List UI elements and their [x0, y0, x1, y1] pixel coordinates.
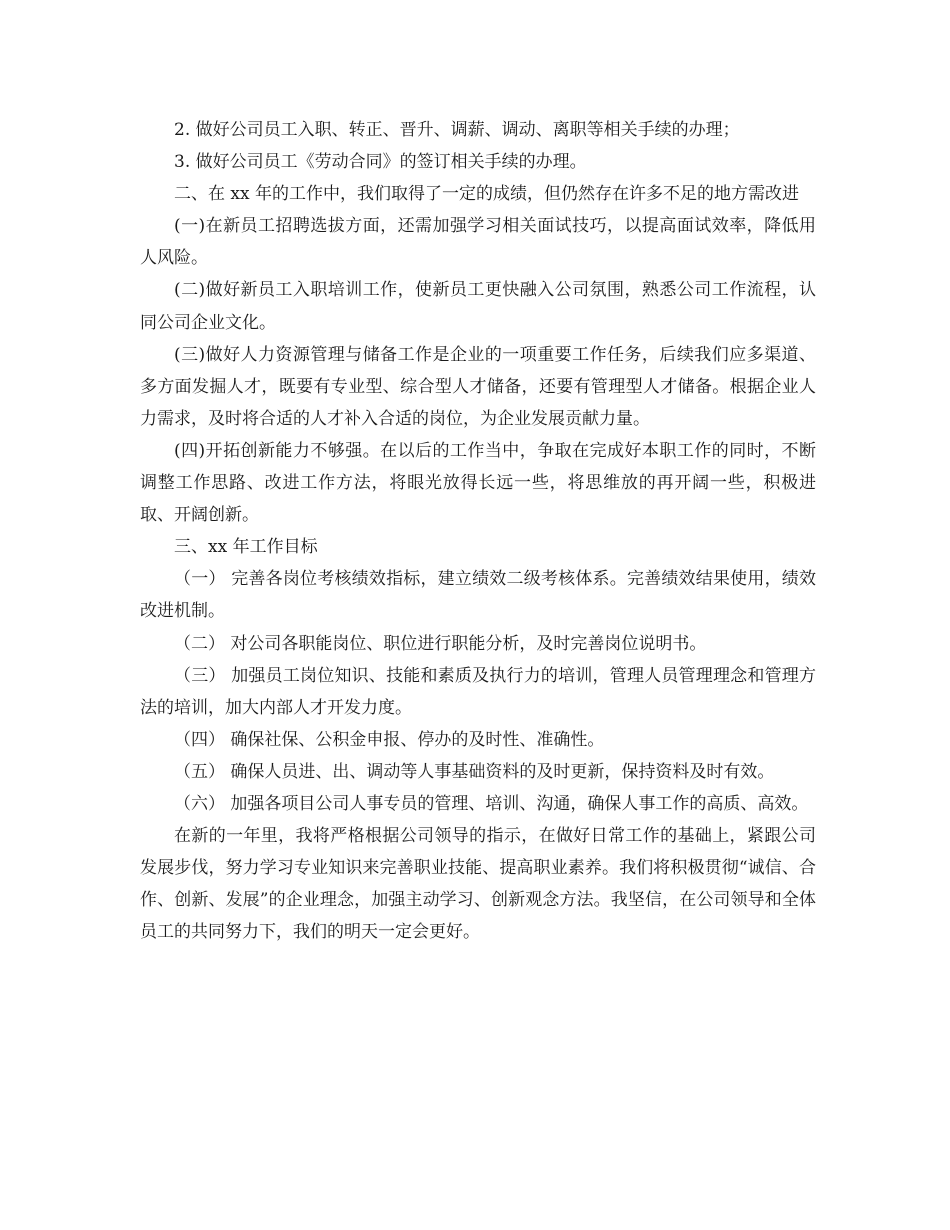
- paragraph-goal-6: （六） 加强各项目公司人事专员的管理、培训、沟通，确保人事工作的高质、高效。: [174, 793, 809, 814]
- paragraph-improvement-2: (二)做好新员工入职培训工作，使新员工更快融入公司氛围，熟悉公司工作流程，认同公司企业文化。: [140, 280, 816, 333]
- paragraph-item-3: 3. 做好公司员工《劳动合同》的签订相关手续的办理。: [174, 152, 587, 173]
- paragraph-goal-5: （五） 确保人员进、出、调动等人事基础资料的及时更新，保持资料及时有效。: [174, 761, 775, 782]
- paragraph-closing: 在新的一年里，我将严格根据公司领导的指示，在做好日常工作的基础上，紧跟公司发展步伐，努力学习专业知识来完善职业技能、提高职业素养。我们将积极贯彻“诚信、合作、创新、发展”的企业理念，加强主动学习、创新观念方法。我坚信，在公司领导和全体员工的共同努力下，我们的明天一定会更好。: [140, 826, 816, 943]
- paragraph-goal-3: （三） 加强员工岗位知识、技能和素质及执行力的培训，管理人员管理理念和管理方法的培训，加大内部人才开发力度。: [140, 665, 816, 718]
- section-heading-goals: 三、xx 年工作目标: [174, 537, 318, 558]
- paragraph-goal-1: （一） 完善各岗位考核绩效指标，建立绩效二级考核体系。完善绩效结果使用，绩效改进机制。: [140, 569, 816, 622]
- paragraph-improvement-4: (四)开拓创新能力不够强。在以后的工作当中，争取在完成好本职工作的同时，不断调整工作思路、改进工作方法，将眼光放得长远一些，将思维放的再开阔一些，积极进取、开阔创新。: [140, 440, 816, 526]
- paragraph-item-2: 2. 做好公司员工入职、转正、晋升、调薪、调动、离职等相关手续的办理；: [174, 120, 740, 140]
- paragraph-improvement-1: (一)在新员工招聘选拔方面，还需加强学习相关面试技巧，以提高面试效率，降低用人风险。: [140, 216, 816, 269]
- section-heading-improvements: 二、在 xx 年的工作中，我们取得了一定的成绩，但仍然存在许多不足的地方需改进: [174, 184, 799, 205]
- document-body: [140, 114, 816, 948]
- paragraph-improvement-3: (三)做好人力资源管理与储备工作是企业的一项重要工作任务，后续我们应多渠道、多方面发掘人才，既要有专业型、综合型人才储备，还要有管理型人才储备。根据企业人力需求，及时将合适的人才补入合适的岗位，为企业发展贡献力量。: [140, 344, 816, 429]
- paragraph-goal-2: （二） 对公司各职能岗位、职位进行职能分析，及时完善岗位说明书。: [174, 633, 707, 654]
- paragraph-goal-4: （四） 确保社保、公积金申报、停办的及时性、准确性。: [174, 729, 605, 750]
